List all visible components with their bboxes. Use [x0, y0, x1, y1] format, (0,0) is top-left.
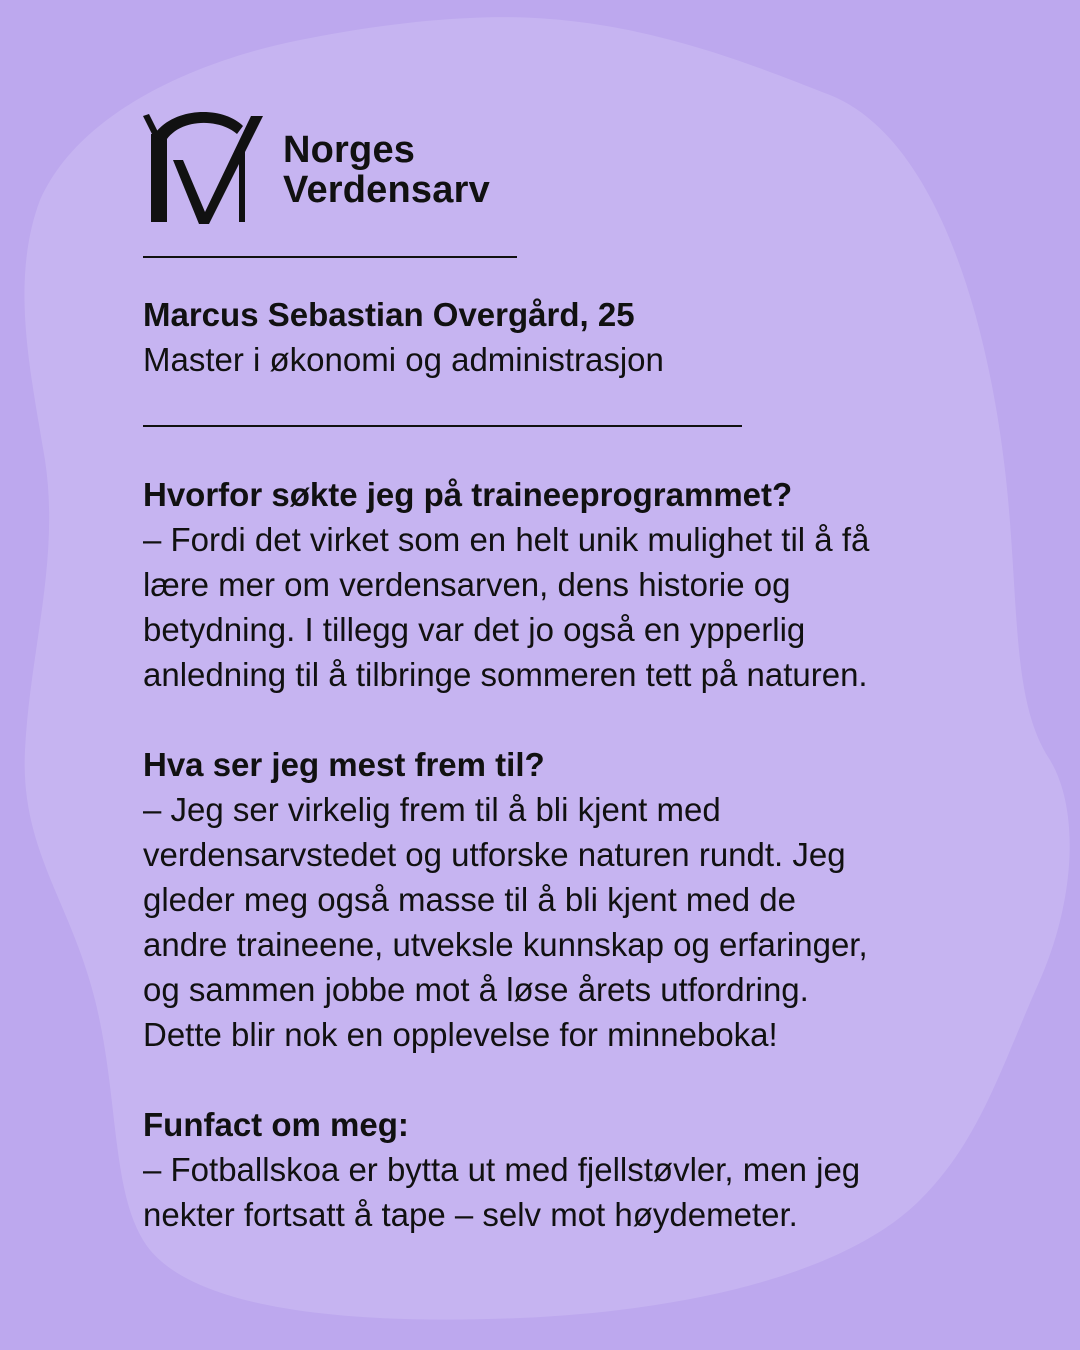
logo[interactable]: [143, 112, 503, 224]
qa-section: [143, 1102, 1023, 1237]
answer-text: – Fordi det virket som en helt unik mulighet til å få lære mer om verdensarven, dens historie og betydning. I tillegg var det jo også en ypperlig anledning til å tilbringe sommeren tett på naturen.: [143, 521, 870, 693]
question-heading: Hva ser jeg mest frem til?: [143, 746, 545, 783]
profile-name: Marcus Sebastian Overgård, 25: [143, 296, 635, 333]
qa-section: [143, 742, 1023, 1057]
divider: [143, 425, 742, 427]
logo-wordmark: [283, 130, 490, 210]
logo-line-1: Norges: [283, 129, 416, 171]
norges-verdensarv-logo-icon: [143, 112, 268, 224]
question-heading: Hvorfor søkte jeg på traineeprogrammet?: [143, 476, 793, 513]
divider: [143, 256, 517, 258]
answer-text: – Jeg ser virkelig frem til å bli kjent med verdensarvstedet og utforske naturen rundt. Jeg gleder meg også masse til å bli kjent med de andre traineene, utveksle kunnskap og erfaringer, og sammen jobbe mot å løse årets utfordring. Dette blir nok en opplevelse for minneboka!: [143, 791, 868, 1053]
profile-degree: Master i økonomi og administrasjon: [143, 341, 664, 378]
logo-line-2: Verdensarv: [283, 169, 490, 211]
profile-block: [143, 292, 664, 382]
qa-section: [143, 472, 1023, 697]
answer-text: – Fotballskoa er bytta ut med fjellstøvler, men jeg nekter fortsatt å tape – selv mot høydemeter.: [143, 1151, 861, 1233]
question-heading: Funfact om meg:: [143, 1106, 409, 1143]
